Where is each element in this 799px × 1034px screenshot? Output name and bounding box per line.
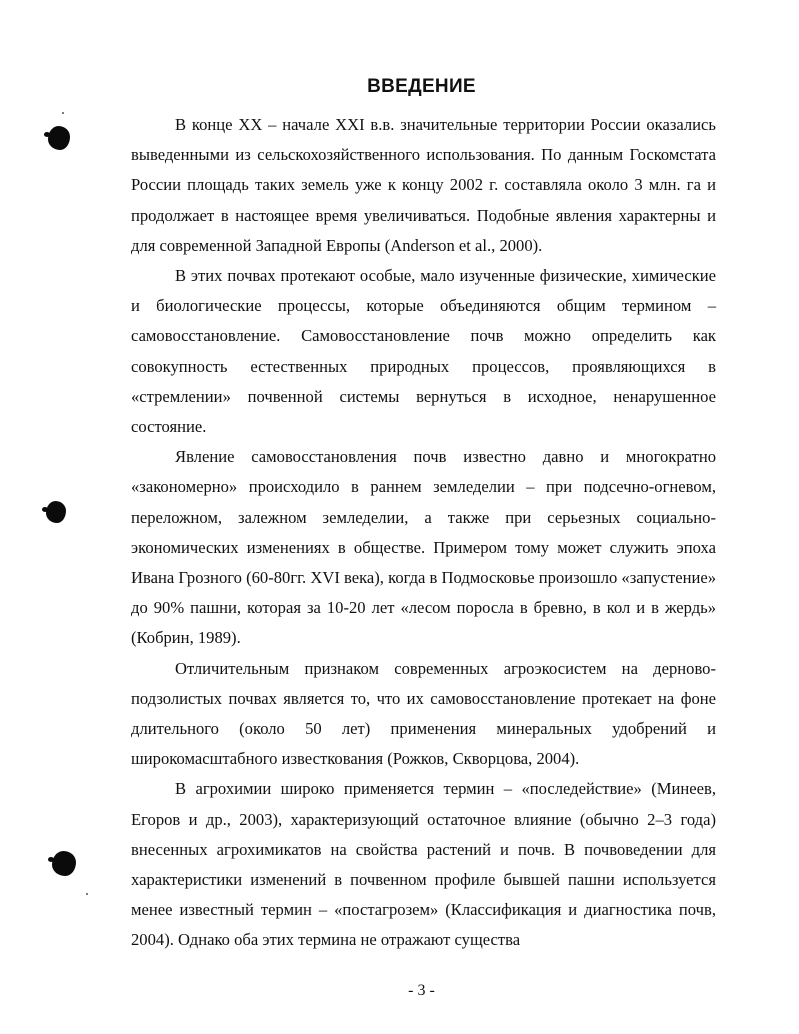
- scan-speck: [86, 893, 88, 895]
- scan-speck: [62, 112, 64, 114]
- paragraph: В конце XX – начале XXI в.в. значительные территории России оказались выведенными из сельскохозяйственного использования. По данным Госкомстата России площадь таких земель уже к концу 2002 г. составляла около 3 млн. га и продолжает в настоящее время увеличиваться. Подобные явления характерны и для современной Западной Европы (Anderson et al., 2000).: [131, 115, 716, 255]
- paragraph: В этих почвах протекают особые, мало изученные физические, химические и биологические процессы, которые объединяются общим термином – самовосстановление. Самовосстановление почв можно определить как совокупность естественных природных процессов, проявляющихся в «стремлении» почвенной системы вернуться в исходное, ненарушенное состояние.: [131, 266, 716, 437]
- paragraph: Явление самовосстановления почв известно давно и многократно «закономерно» происходило в раннем земледелии – при подсечно-огневом, переложном, залежном земледелии, а также при серьезных социально-экономических изменениях в обществе. Примером тому может служить эпоха Ивана Грозного (60-80гг. XVI века), когда в Подмосковье произошло «запустение» до 90% пашни, которая за 10-20 лет «лесом поросла в бревно, в кол и в жердь» (Кобрин, 1989).: [131, 447, 716, 648]
- punch-hole-mark: [48, 126, 70, 150]
- paragraph: Отличительным признаком современных агроэкосистем на дерново-подзолистых почвах является то, что их самовосстановление протекает на фоне длительного (около 50 лет) применения минеральных удобрений и широкомасштабного известкования (Рожков, Скворцова, 2004).: [131, 658, 716, 769]
- punch-hole-mark: [52, 851, 76, 876]
- paragraph: В агрохимии широко применяется термин – «последействие» (Минеев, Егоров и др., 2003), характеризующий остаточное влияние (обычно 2–3 года) внесенных агрохимикатов на свойства растений и почв. В почвоведении для характеристики изменений в почвенном профиле бывшей пашни используется менее известный термин – «постагрозем» (Классификация и диагностика почв, 2004). Однако оба этих термина не отражают существа: [131, 779, 716, 950]
- page-title: ВВЕДЕНИЕ: [367, 76, 476, 97]
- body-text: [131, 110, 716, 956]
- punch-hole-mark: [46, 501, 66, 523]
- page-number: - 3 -: [408, 982, 435, 999]
